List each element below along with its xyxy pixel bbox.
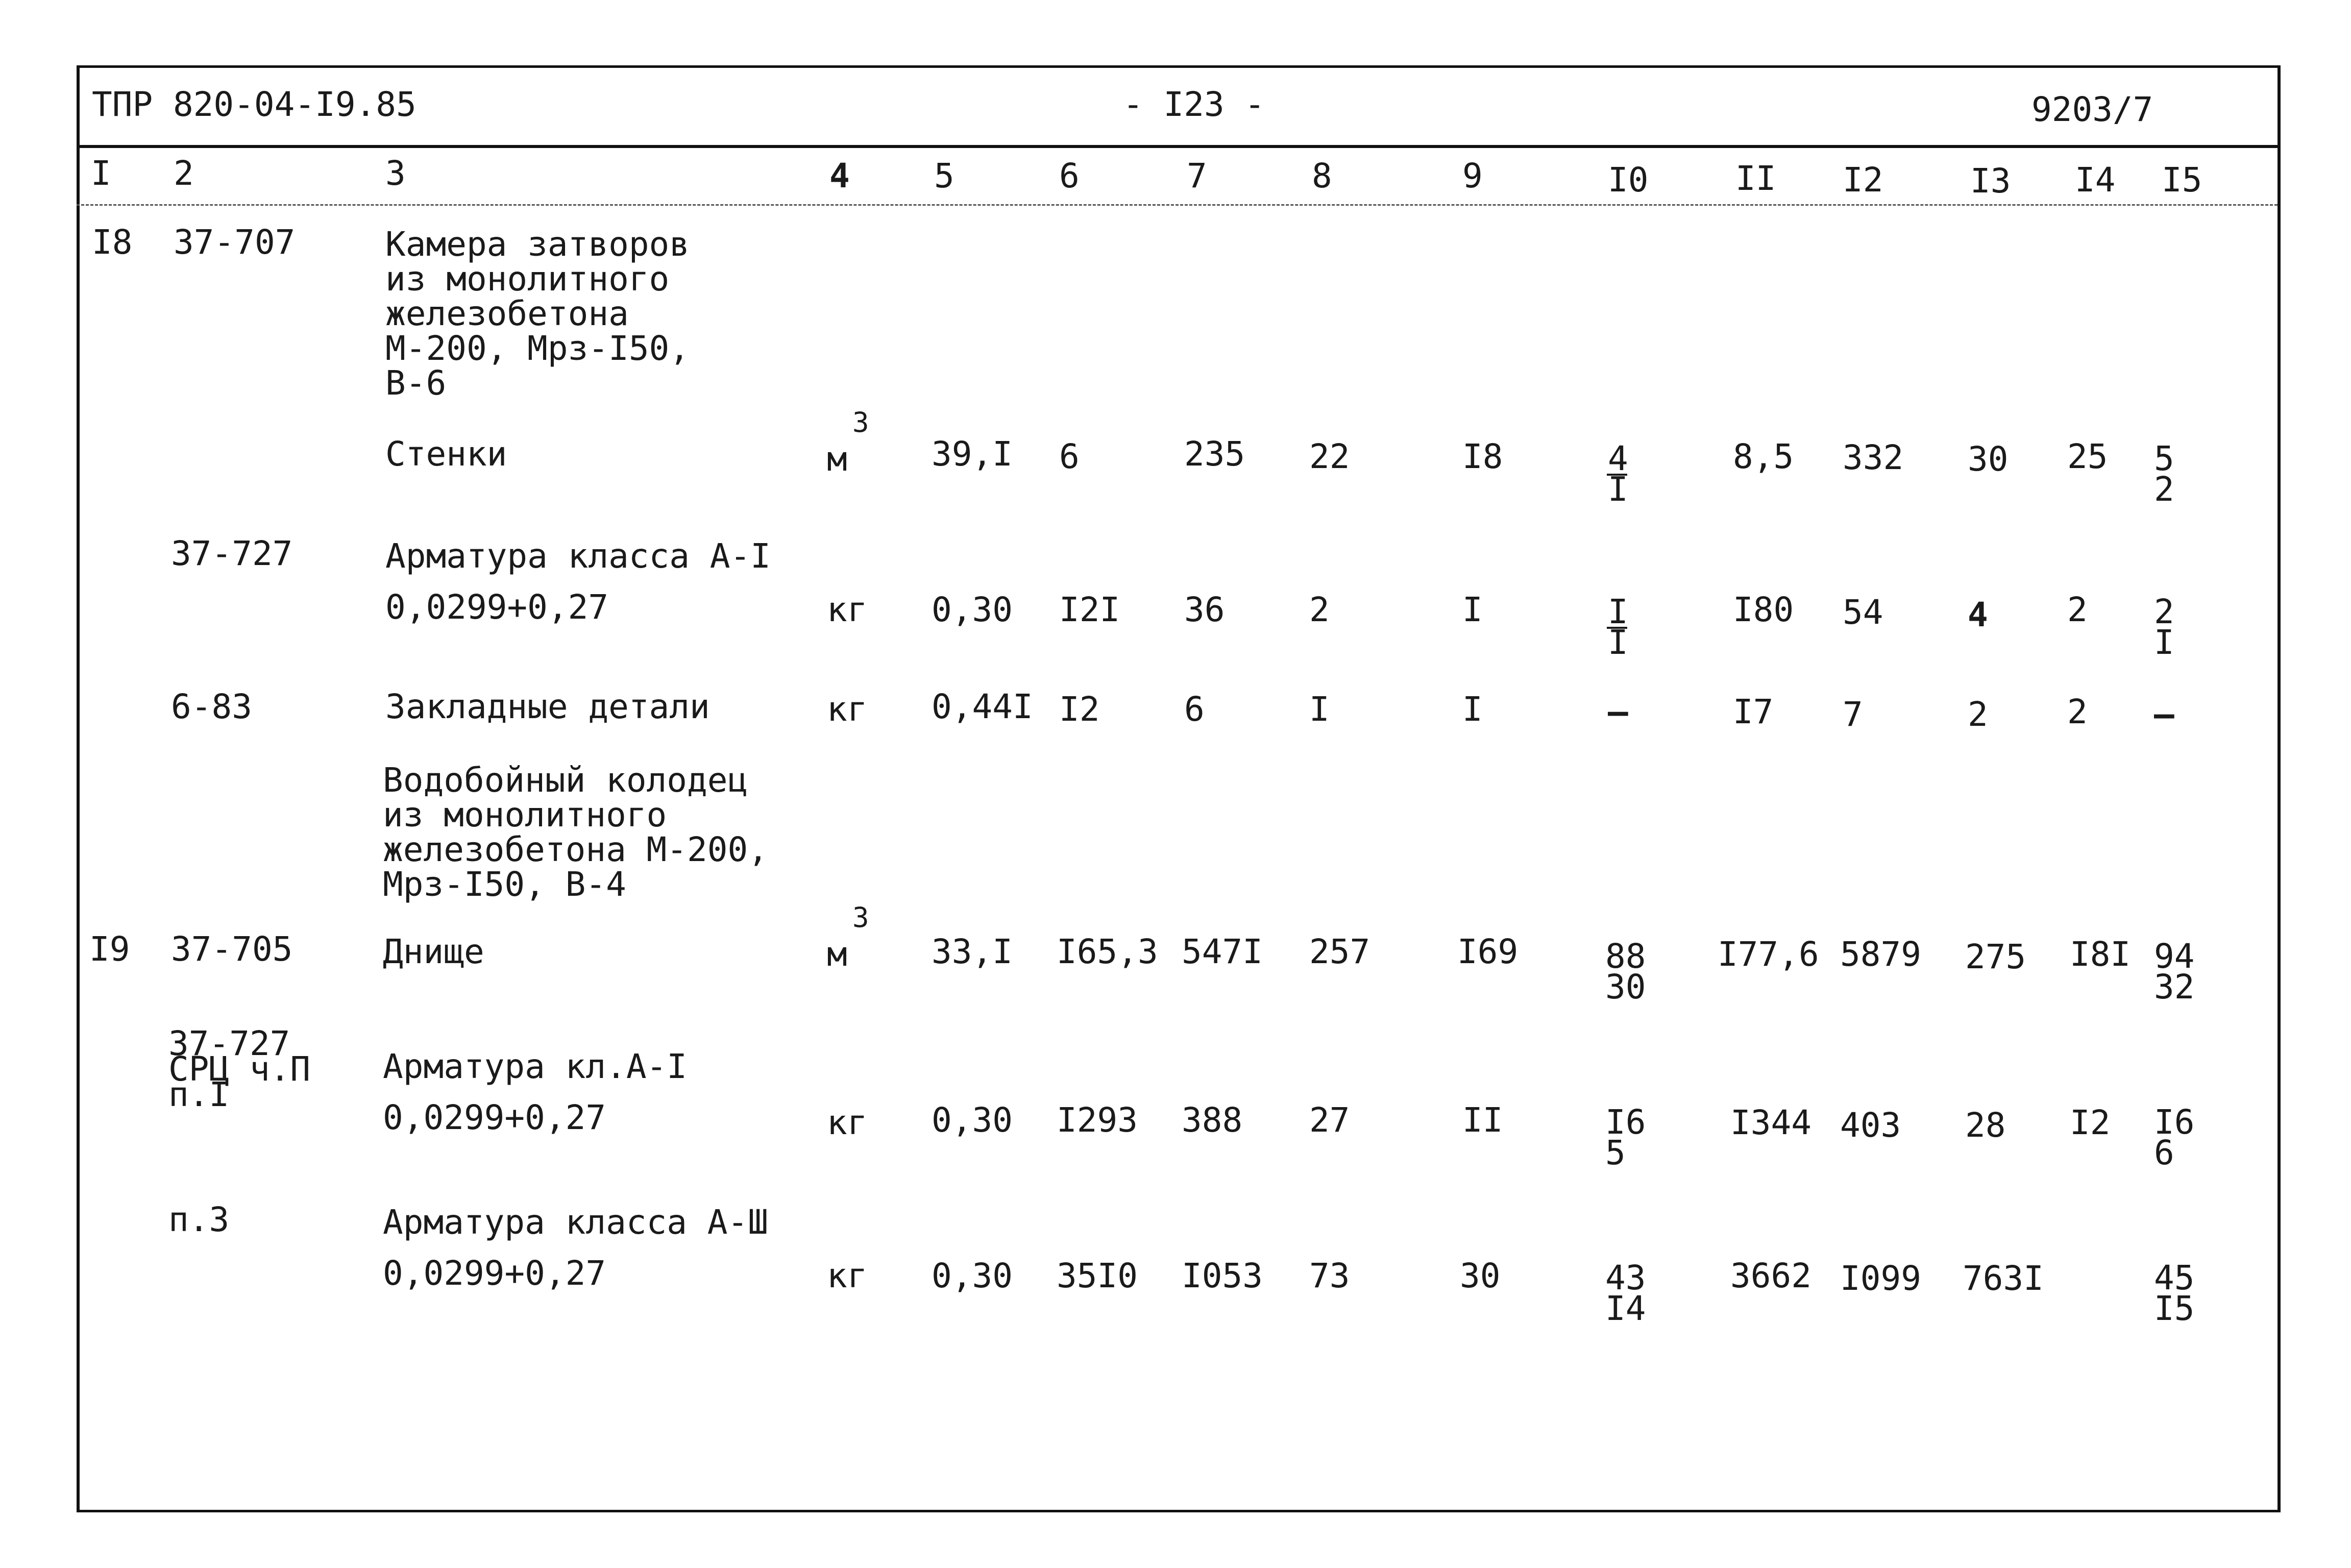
cell-c10: –: [1608, 692, 1628, 731]
work-description: Камера затворов из монолитного железобетона М-200, Мрз-I50, В-6: [385, 225, 690, 403]
cell-c9: I: [1462, 590, 1483, 629]
cell-c5: 0,30: [932, 590, 1013, 629]
cell-c10-top: 4: [1608, 439, 1628, 478]
cell-c13: 275: [1965, 937, 2026, 976]
unit-superscript: 3: [852, 901, 869, 934]
cell-c15-bottom: I5: [2154, 1289, 2195, 1328]
cell-c15-bottom: 32: [2154, 967, 2195, 1007]
cell-c13: 2: [1968, 695, 1988, 734]
cell-c13: 30: [1968, 439, 2009, 479]
work-description: 0,0299+0,27: [385, 587, 609, 627]
col-num: 3: [385, 154, 406, 193]
cell-c15-top: 5: [2154, 439, 2174, 478]
cell-c12: 7: [1843, 695, 1863, 734]
header-divider: [77, 145, 2277, 148]
col-num: 9: [1462, 156, 1483, 195]
cell-c15-top: 2: [2154, 592, 2174, 631]
cell-c14: I8I: [2070, 935, 2131, 974]
cell-c9: II: [1462, 1100, 1503, 1140]
cell-c9: 30: [1460, 1256, 1501, 1295]
cell-c5: 0,30: [932, 1100, 1013, 1140]
cell-c15-top: I6: [2154, 1102, 2195, 1142]
cell-c15-bottom: I: [2154, 623, 2174, 662]
work-description: Закладные детали: [385, 687, 710, 726]
cell-c7: 6: [1184, 690, 1205, 729]
norm-code: 37-705: [171, 929, 293, 969]
cell-c6: 6: [1059, 437, 1080, 476]
cell-c6: I65,3: [1057, 932, 1158, 971]
cell-c6: I293: [1057, 1100, 1138, 1140]
col-num: I: [91, 154, 111, 193]
cell-c12: 403: [1840, 1106, 1901, 1145]
cell-c10-top: I: [1608, 592, 1628, 631]
cell-c15-top: 94: [2154, 937, 2195, 976]
cell-c7: I053: [1182, 1256, 1263, 1295]
sheet-number: 9203/7: [2031, 90, 2153, 129]
col-num: 8: [1312, 156, 1332, 195]
cell-c14: 2: [2067, 692, 2088, 731]
cell-c12: 5879: [1840, 935, 1921, 974]
cell-c11: 3662: [1730, 1256, 1811, 1295]
cell-c10-top: 43: [1605, 1258, 1646, 1297]
cell-c10-bottom: 30: [1605, 967, 1646, 1007]
unit: кг: [827, 1103, 868, 1142]
cell-c9: I: [1462, 690, 1483, 729]
unit: кг: [827, 690, 868, 729]
col-num: II: [1735, 159, 1776, 198]
cell-c9: I8: [1462, 437, 1503, 476]
cell-c10-bottom: 5: [1605, 1133, 1626, 1172]
work-description: Стенки: [385, 434, 507, 474]
work-description: Днище: [383, 932, 484, 971]
cell-c15-top: 45: [2154, 1258, 2195, 1297]
col-num: 4: [829, 156, 850, 195]
cell-c15-bottom: 6: [2154, 1133, 2174, 1172]
norm-code: п.3: [168, 1200, 230, 1239]
cell-c8: 22: [1309, 437, 1350, 476]
row-number: I8: [92, 223, 133, 262]
cell-c13: 4: [1968, 595, 1988, 634]
work-description: 0,0299+0,27: [383, 1254, 606, 1293]
cell-c8: 2: [1309, 590, 1330, 629]
cell-c6: I2: [1059, 690, 1100, 729]
cell-c8: 257: [1309, 932, 1370, 971]
cell-c11: I7: [1733, 692, 1774, 731]
cell-c6: I2I: [1059, 590, 1120, 629]
col-num: I4: [2075, 160, 2116, 200]
work-description: 0,0299+0,27: [383, 1098, 606, 1137]
row-number: I9: [89, 929, 130, 969]
cell-c14: 25: [2067, 437, 2108, 476]
col-num: I5: [2162, 160, 2202, 200]
cell-c14: I2: [2070, 1103, 2111, 1142]
cell-c7: 235: [1184, 434, 1245, 474]
cell-c13: 763I: [1963, 1259, 2044, 1298]
cell-c8: 73: [1309, 1256, 1350, 1295]
norm-code: 6-83: [171, 687, 252, 726]
cell-c5: 0,30: [932, 1256, 1013, 1295]
cell-c7: 547I: [1182, 932, 1263, 971]
col-num: I3: [1970, 161, 2011, 201]
cell-c10-bottom: I4: [1605, 1289, 1646, 1328]
unit: кг: [827, 1256, 868, 1295]
cell-c15: –: [2154, 695, 2174, 734]
norm-code: 37-727: [171, 534, 293, 573]
cell-c7: 36: [1184, 590, 1225, 629]
col-num: I0: [1608, 160, 1649, 200]
page-number: - I23 -: [1123, 85, 1265, 124]
unit: м: [827, 935, 847, 974]
cell-c11: I344: [1730, 1103, 1811, 1142]
col-num: 2: [174, 154, 194, 193]
cell-c11: 8,5: [1733, 437, 1794, 476]
cell-c11: I80: [1733, 590, 1794, 629]
norm-code: 37-727 СРЦ ч.П п.I: [168, 1024, 311, 1114]
cell-c5: 33,I: [932, 932, 1013, 971]
cell-c10-top: 88: [1605, 937, 1646, 976]
cell-c12: 332: [1843, 438, 1904, 477]
cell-c12: 54: [1843, 593, 1883, 632]
doc-code: ТПР 820-04-I9.85: [92, 85, 417, 124]
cell-c5: 0,44I: [932, 687, 1033, 726]
col-num: 7: [1187, 156, 1207, 195]
cell-c15-bottom: 2: [2154, 470, 2174, 509]
work-description: Арматура кл.А-I: [383, 1047, 688, 1086]
cell-c11: I77,6: [1718, 935, 1819, 974]
cell-c9: I69: [1457, 932, 1519, 971]
col-num: I2: [1843, 160, 1883, 200]
cell-c10-bottom: I: [1608, 470, 1628, 509]
work-description: Арматура класса А-Ш: [383, 1203, 768, 1242]
work-description: Арматура класса А-I: [385, 536, 771, 576]
unit-superscript: 3: [852, 406, 869, 438]
col-num: 6: [1059, 156, 1080, 195]
cell-c8: 27: [1309, 1100, 1350, 1140]
cell-c6: 35I0: [1057, 1256, 1138, 1295]
cell-c12: I099: [1840, 1259, 1921, 1298]
norm-code: 37-707: [174, 223, 296, 262]
unit: м: [827, 439, 847, 479]
cell-c10-bottom: I: [1608, 623, 1628, 662]
cell-c7: 388: [1182, 1100, 1243, 1140]
cell-c5: 39,I: [932, 434, 1013, 474]
column-numbers-divider: [77, 204, 2277, 206]
work-description: Водобойный колодец из монолитного железобетона М-200, Мрз-I50, В-4: [383, 761, 768, 904]
cell-c13: 28: [1965, 1106, 2006, 1145]
col-num: 5: [934, 156, 954, 195]
cell-c10-top: I6: [1605, 1102, 1646, 1142]
cell-c8: I: [1309, 690, 1330, 729]
unit: кг: [827, 590, 868, 629]
cell-c14: 2: [2067, 590, 2088, 629]
